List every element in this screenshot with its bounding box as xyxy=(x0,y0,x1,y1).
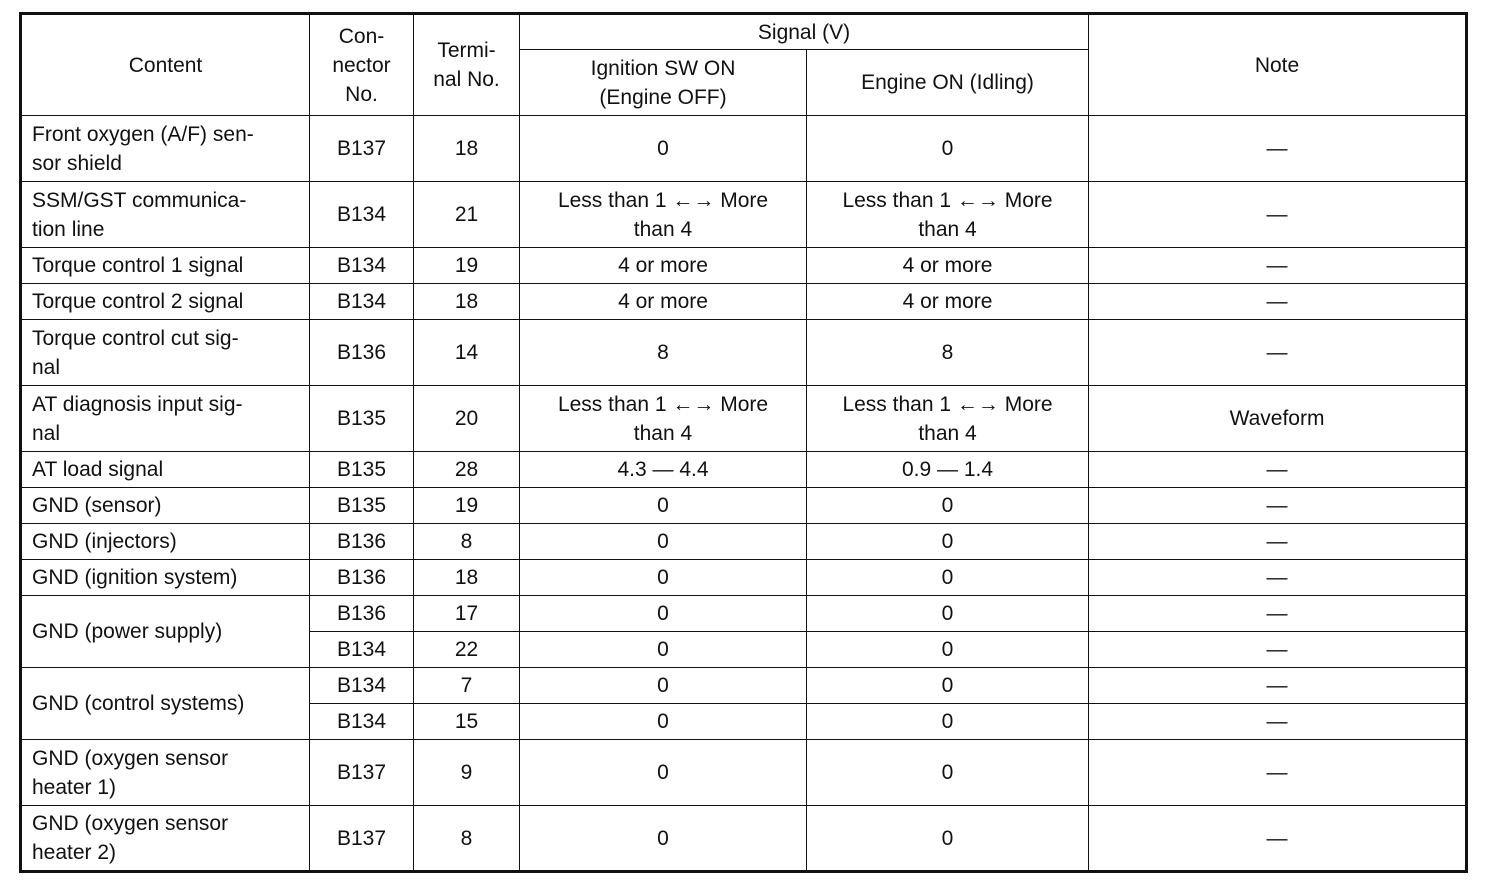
terminal-cell: 18 xyxy=(414,560,520,596)
connector-cell: B134 xyxy=(310,704,414,740)
terminal-cell: 8 xyxy=(414,524,520,560)
terminal-cell: 7 xyxy=(414,668,520,704)
connector-cell: B136 xyxy=(310,524,414,560)
engine-on-cell: 0 xyxy=(807,488,1089,524)
connector-cell: B137 xyxy=(310,116,414,182)
note-cell: — xyxy=(1089,452,1467,488)
ignition-on-cell: 8 xyxy=(520,320,807,386)
header-engine-on: Engine ON (Idling) xyxy=(807,50,1089,116)
connector-cell: B134 xyxy=(310,284,414,320)
table-row xyxy=(21,248,1467,284)
table-row xyxy=(21,560,1467,596)
ignition-on-cell: 4.3 — 4.4 xyxy=(520,452,807,488)
terminal-cell: 15 xyxy=(414,704,520,740)
header-row-1 xyxy=(21,14,1467,50)
header-terminal: Termi- nal No. xyxy=(414,14,520,116)
table-row xyxy=(21,740,1467,806)
header-connector: Con- nector No. xyxy=(310,14,414,116)
connector-cell: B135 xyxy=(310,452,414,488)
engine-on-cell: 4 or more xyxy=(807,248,1089,284)
content-cell: Torque control cut sig- nal xyxy=(21,320,310,386)
engine-on-cell: 0 xyxy=(807,668,1089,704)
content-cell: GND (sensor) xyxy=(21,488,310,524)
table-row xyxy=(21,488,1467,524)
content-cell: Front oxygen (A/F) sen- sor shield xyxy=(21,116,310,182)
content-cell: GND (oxygen sensor heater 1) xyxy=(21,740,310,806)
terminal-cell: 18 xyxy=(414,116,520,182)
note-cell: — xyxy=(1089,182,1467,248)
engine-on-cell: 0 xyxy=(807,806,1089,872)
note-cell: Waveform xyxy=(1089,386,1467,452)
terminal-cell: 19 xyxy=(414,488,520,524)
terminal-cell: 28 xyxy=(414,452,520,488)
content-cell: GND (control systems) xyxy=(21,668,310,740)
terminal-cell: 9 xyxy=(414,740,520,806)
engine-on-cell: Less than 1 ←→ More than 4 xyxy=(807,386,1089,452)
ignition-on-cell: Less than 1 ←→ More than 4 xyxy=(520,386,807,452)
content-cell: AT load signal xyxy=(21,452,310,488)
note-cell: — xyxy=(1089,596,1467,632)
engine-on-cell: 0 xyxy=(807,704,1089,740)
terminal-cell: 14 xyxy=(414,320,520,386)
engine-on-cell: 0.9 — 1.4 xyxy=(807,452,1089,488)
connector-cell: B136 xyxy=(310,596,414,632)
ignition-on-cell: Less than 1 ←→ More than 4 xyxy=(520,182,807,248)
ignition-on-cell: 4 or more xyxy=(520,284,807,320)
ignition-on-cell: 0 xyxy=(520,740,807,806)
ignition-on-cell: 0 xyxy=(520,668,807,704)
connector-cell: B135 xyxy=(310,488,414,524)
header-content: Content xyxy=(21,14,310,116)
connector-cell: B134 xyxy=(310,668,414,704)
ignition-on-cell: 0 xyxy=(520,524,807,560)
table-row xyxy=(21,182,1467,248)
terminal-cell: 20 xyxy=(414,386,520,452)
header-note: Note xyxy=(1089,14,1467,116)
engine-on-cell: 4 or more xyxy=(807,284,1089,320)
engine-on-cell: 0 xyxy=(807,632,1089,668)
header-signal-group: Signal (V) xyxy=(520,14,1089,50)
ignition-on-cell: 0 xyxy=(520,632,807,668)
ecm-io-signal-table xyxy=(19,12,1468,873)
connector-cell: B134 xyxy=(310,182,414,248)
note-cell: — xyxy=(1089,704,1467,740)
ignition-on-cell: 0 xyxy=(520,596,807,632)
content-cell: GND (power supply) xyxy=(21,596,310,668)
table-row xyxy=(21,452,1467,488)
content-cell: GND (injectors) xyxy=(21,524,310,560)
table-row xyxy=(21,386,1467,452)
connector-cell: B136 xyxy=(310,320,414,386)
ignition-on-cell: 4 or more xyxy=(520,248,807,284)
connector-cell: B137 xyxy=(310,806,414,872)
connector-cell: B134 xyxy=(310,248,414,284)
note-cell: — xyxy=(1089,116,1467,182)
note-cell: — xyxy=(1089,806,1467,872)
table-row xyxy=(21,524,1467,560)
table-row xyxy=(21,806,1467,872)
terminal-cell: 8 xyxy=(414,806,520,872)
content-cell: GND (oxygen sensor heater 2) xyxy=(21,806,310,872)
content-cell: Torque control 1 signal xyxy=(21,248,310,284)
table-row xyxy=(21,668,1467,704)
terminal-cell: 17 xyxy=(414,596,520,632)
ignition-on-cell: 0 xyxy=(520,806,807,872)
engine-on-cell: 0 xyxy=(807,524,1089,560)
engine-on-cell: 0 xyxy=(807,740,1089,806)
engine-on-cell: 0 xyxy=(807,560,1089,596)
engine-on-cell: 8 xyxy=(807,320,1089,386)
content-cell: Torque control 2 signal xyxy=(21,284,310,320)
connector-cell: B135 xyxy=(310,386,414,452)
ignition-on-cell: 0 xyxy=(520,560,807,596)
terminal-cell: 18 xyxy=(414,284,520,320)
ignition-on-cell: 0 xyxy=(520,488,807,524)
note-cell: — xyxy=(1089,560,1467,596)
connector-cell: B136 xyxy=(310,560,414,596)
content-cell: GND (ignition system) xyxy=(21,560,310,596)
engine-on-cell: 0 xyxy=(807,596,1089,632)
note-cell: — xyxy=(1089,284,1467,320)
terminal-cell: 22 xyxy=(414,632,520,668)
note-cell: — xyxy=(1089,320,1467,386)
header-ignition-sw-on: Ignition SW ON (Engine OFF) xyxy=(520,50,807,116)
engine-on-cell: Less than 1 ←→ More than 4 xyxy=(807,182,1089,248)
note-cell: — xyxy=(1089,668,1467,704)
connector-cell: B137 xyxy=(310,740,414,806)
note-cell: — xyxy=(1089,488,1467,524)
table-row xyxy=(21,320,1467,386)
engine-on-cell: 0 xyxy=(807,116,1089,182)
note-cell: — xyxy=(1089,632,1467,668)
table-row xyxy=(21,596,1467,632)
content-cell: SSM/GST communica- tion line xyxy=(21,182,310,248)
note-cell: — xyxy=(1089,248,1467,284)
note-cell: — xyxy=(1089,524,1467,560)
connector-cell: B134 xyxy=(310,632,414,668)
table-row xyxy=(21,284,1467,320)
table-row xyxy=(21,116,1467,182)
note-cell: — xyxy=(1089,740,1467,806)
ignition-on-cell: 0 xyxy=(520,116,807,182)
ignition-on-cell: 0 xyxy=(520,704,807,740)
terminal-cell: 19 xyxy=(414,248,520,284)
content-cell: AT diagnosis input sig- nal xyxy=(21,386,310,452)
terminal-cell: 21 xyxy=(414,182,520,248)
